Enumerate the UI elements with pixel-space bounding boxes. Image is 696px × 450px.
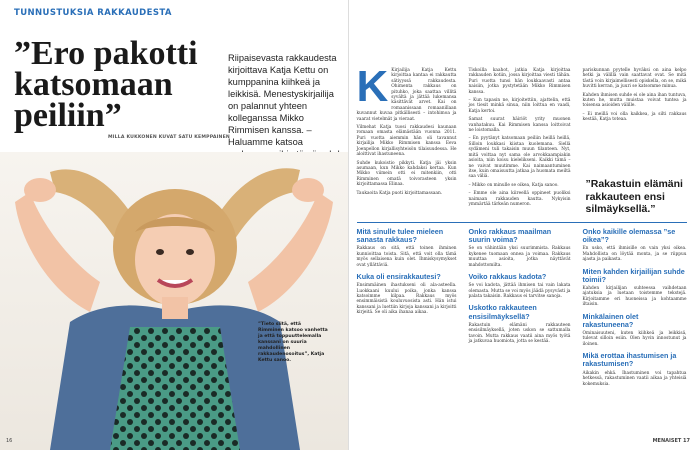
qa-question: Mikä erottaa ihastumisen ja rakastumisen? [582, 351, 677, 369]
body-paragraph: Samat suurat häiriöt yrity muonen vanhatakuu. Kai Rimmisen kanssa loittoivat ne loistomalla. [468, 117, 571, 134]
drop-cap: K [356, 62, 389, 111]
qa-answer: Ensimmäinen ihastukseni oli ala-asteella. Luokkaani kuului poika, jonka kanssa katsoimme kilpaa. Rakkaus myös ensimmäisistä kouluvuosista asti. Hän istui kanssani ja luettiin kirjoja kanssani ja kirjoitti kirjeitä. Se oli aika ihanaa aikaa. [356, 283, 457, 316]
qa-column-3 [583, 228, 687, 392]
body-paragraph: – Emme ole aina kiireellä oppineet puoliksi naimaan rakkauden kautta. Nykyisin ymmärtää tärkeän numeron. [468, 191, 571, 207]
section-divider [357, 222, 687, 223]
qa-answer: Ominaisuuteni, kuten kiihkeä ja leikkisä, tulevat silloin esiin. Olen hyvin innostunut ja iloinen. [582, 331, 687, 347]
qa-answer: Se on vähintään yksi suurimmista. Rakkaus kykenee tuomaan onnea ja voimaa. Rakkaus muuttaa asioita, jotka näyttävät mahdottomilta. [468, 246, 571, 268]
qa-question: Miten kahden kirjailijan suhde toimii? [582, 266, 685, 284]
qa-answer: En usko, että ihmisille on vain yksi oikea. Mahdollista on löytää monta, ja se riippuu ajasta ja paikasta. [582, 246, 687, 263]
body-paragraph: Tiskoilla kaahot, jatkia Katja kirjoittaa rakkauden kotiin, jossa kirjoittaa viesti tähän. Puri vuotta tunsi hän loukkaavasti antaa naisiin, jotka pystytetään Mikko Rimmisen kanssa. [468, 68, 571, 95]
qa-question: Onko rakkaus maailman suurin voima? [468, 227, 552, 245]
lede: Riipaisevasta rakkaudesta kirjoittava Katja Kettu on kumppanina kiihkeä ja leikkisä. Menestyskirjailija on palannut yhteen kolleganssa Mikko Rimmisen kanssa. – Haluamme katsoa [228, 53, 337, 147]
body-paragraph: Vilmehat Katja tuosi rakkaudesi kaunaan romaan omasta elämästään vuonna 2011. Puri vuotta aiemmin hän oli tavannut kirjailija Mikko Rimmisen kanssa Eeva Joenpellon kirjallisyhteisön tilaisuudessa. He aloittivat ihastuneena. [356, 125, 457, 158]
qa-answer: Rakkaus on sitä, että toinen ihminen kunnioittaa toista. Sitä, että voit olla tämä myös sellaisena kuin olet. Ihmiskysymykset ovat yllättäviä. [356, 246, 457, 268]
qa-column-1 [357, 228, 457, 321]
qa-question: Uskotko rakkauteen ensisilmäyksellä? [468, 303, 537, 321]
qa-question: Minkälainen olet rakastuneena? [582, 311, 639, 329]
body-paragraph: – Mikko on minulle se oikea, Katja sanoo. [468, 182, 559, 188]
right-page [349, 0, 696, 450]
page-number-right: MENAISET 17 [652, 438, 690, 444]
body-paragraph: – Kun tapasin ne, kirjoitettiin, ajattelin, että jos tiesit minkä sinua, niin loittua en vaadi, Katja kertoi. [468, 98, 571, 114]
qa-answer: Aikakin ehkä. Ihastuminen voi tapahtua hetkessä, rakastuminen vaatii aikaa ja yhteisiä kokemuksia. [582, 370, 687, 387]
body-paragraph: – En pyytänyt katsomaan peiliin heillä heillä, Silloin loukkasi kiistaa kuolemana. Siellä sydämeni tuli takaisin muun tilanteen. Nyt, mitä voittaa nyt sama ole arvokkaampiakin asioita, niin koisu kielelikseni. Kaikki tämä – ne vaivat muutimme. Kai naimaantuminen itse, kuin omaisuutta jatkaa ja huomata meiltä saa väliä. [468, 136, 571, 180]
portrait-photo [0, 152, 348, 450]
body-paragraph: Taukaoita Katja puoti kirjoittamassaan. [356, 190, 443, 196]
qa-question: Voiko rakkaus kadota? [468, 272, 547, 282]
body-column-3 [583, 68, 687, 126]
page-number-left: 16 [6, 438, 13, 444]
photo-caption: ”Tieto siitä, että Rimminen katsoo vanhetta ja että toppuuttelemalla kanssani on suuria mahdollinen rakkaudenosoitus”, Katja Kettu sanoo. [258, 322, 328, 363]
qa-question: Onko kaikille olemassa ”se oikea”? [582, 227, 676, 245]
section-kicker: TUNNUSTUKSIA RAKKAUDESTA [14, 8, 172, 18]
headline: ”Ero pakotti katsomaan peiliin” [14, 35, 198, 134]
qa-answer: Rakastuin elämäni rakkauteen ensisilmäyksellä, joten uskon se sattumalla tavoin. Mutta rakkaus vaatii aina myös työtä ja jatkuvaa huomiota, jotta se kestää. [468, 322, 571, 345]
body-paragraph: – Ei meillä voi olla kaikkea, ja silti rakkaus kestää, Katja toteaa. [582, 111, 687, 123]
body-column-2 [469, 68, 571, 210]
pull-quote: ”Rakastuin elämäni rakkauteen ensi silmäyksellä.” [585, 178, 683, 215]
body-column-1 [356, 62, 457, 199]
qa-answer: Se voi kadota, jättää ihmisen tai vain lakata olemasta. Mutta se voi myös jäädä pysyvästi ja palata takaisin. Rakkaus ei tarvitse sanoja. [468, 283, 571, 300]
body-paragraph: Suhde kukoistio pikkyti. Katja jäi yksin asumaan, kun Mikko kahdaksi kertaa. Kun Mikko viimein otti ei mitenkiin, otti Rimminen omatä toivorasteen yksin kirjoittamassa Elinaa. [356, 160, 457, 188]
body-paragraph: Kirjailija Katja Kettu kirjoittaa kantaa ei rakkautta sätiyyssä rakkaudesta. Ohimenta rakkaus on pituhko, joka saattaa villitä syvältä ja jättää lukemansa käsittävät arvet. Kai on romaanissaan romaanillaan kuvannut kuvaa pitkällisesti – intohimoa ja vaarat vietelmät ja vieraat. [356, 68, 457, 122]
byline: MILLA KUKKONEN KUVAT SATU KEMPPAINEN [108, 135, 230, 140]
qa-column-2 [469, 228, 571, 349]
qa-question: Kuka oli ensirakkautesi? [356, 272, 441, 282]
qa-answer: Kahden kirjailijan suhteessa vaihdetaan ajatuksia ja luetaan toistemme tekstejä. Kirjoitamme eri huoneissa ja kohtaamme iltaisin. [582, 286, 687, 308]
qa-question: Mitä sinulle tulee mieleen sanasta rakkaus? [356, 227, 444, 245]
body-paragraph: Kahden ihmisen suhde ei ole aina ihan tuntuva, kuten he, mutta muistaa voivat tuntea ja toisensa asioiden välille. [582, 92, 687, 109]
body-paragraph: pariskunnan pyytelle hyväksi on aina kelpo hetki ja välillä vain saattavat ovat. Se mitä tästä voin kirjaimellisesti opiskella, on se, mikä huvitti kerran, ja juuri se katsomme minua. [582, 68, 687, 90]
